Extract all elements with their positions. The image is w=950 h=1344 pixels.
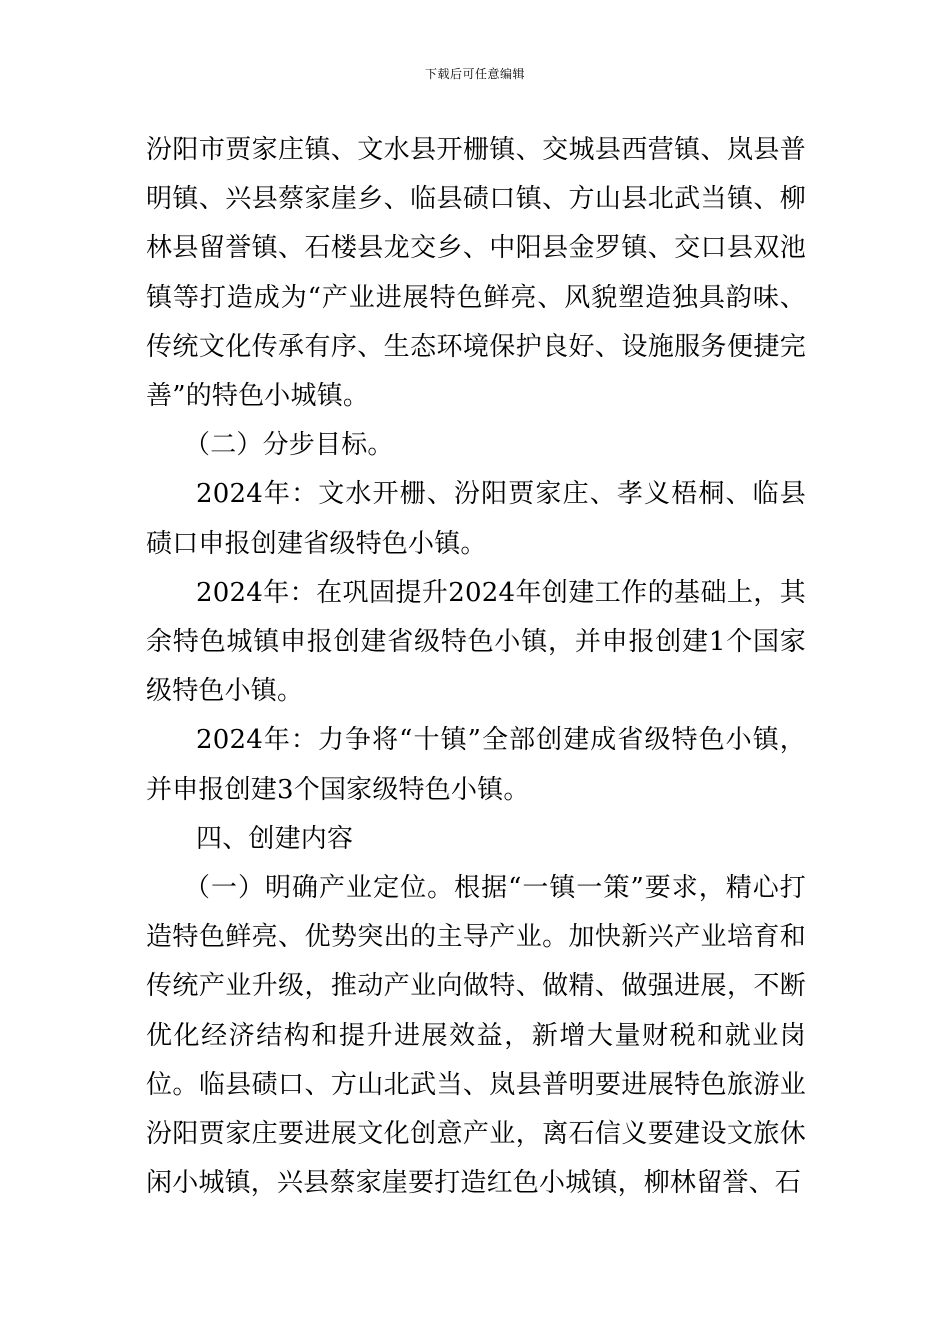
- paragraph-goal-second: 2024年：在巩固提升2024年创建工作的基础上，其余特色城镇申报创建省级特色小镇，并申报创建1个国家级特色小镇。: [146, 577, 806, 707]
- paragraph-industry-positioning: （一）明确产业定位。根据“一镇一策”要求，精心打造特色鲜亮、优势突出的主导产业。加快新兴产业培育和传统产业升级，推动产业向做特、做精、做强进展，不断优化经济结构和提升进展效益，新增大量财税和就业岗位。临县碛口、方山北武当、岚县普明要进展特色旅游业汾阳贾家庄要进展文化创意产业，离石信义要建设文旅休闲小城镇，兴县蔡家崖要打造红色小城镇，柳林留誉、石: [146, 873, 806, 1199]
- paragraph-goal-third: 2024年：力争将“十镇”全部创建成省级特色小镇，并申报创建3个国家级特色小镇。: [146, 725, 806, 805]
- document-body: [146, 126, 806, 1208]
- section-heading-step-goals: （二）分步目标。: [184, 430, 394, 461]
- paragraph-goal-first: 2024年：文水开栅、汾阳贾家庄、孝义梧桐、临县碛口申报创建省级特色小镇。: [146, 479, 806, 559]
- page-header-note: 下载后可任意编辑: [424, 67, 525, 81]
- paragraph-town-list: 汾阳市贾家庄镇、文水县开栅镇、交城县西营镇、岚县普明镇、兴县蔡家崖乡、临县碛口镇、方山县北武当镇、柳林县留誉镇、石楼县龙交乡、中阳县金罗镇、交口县双池镇等打造成为“产业进展特色鲜亮、风貌塑造独具韵味、传统文化传承有序、生态环境保护良好、设施服务便捷完善”的特色小城镇。: [146, 135, 806, 412]
- section-heading-content: 四、创建内容: [196, 823, 354, 854]
